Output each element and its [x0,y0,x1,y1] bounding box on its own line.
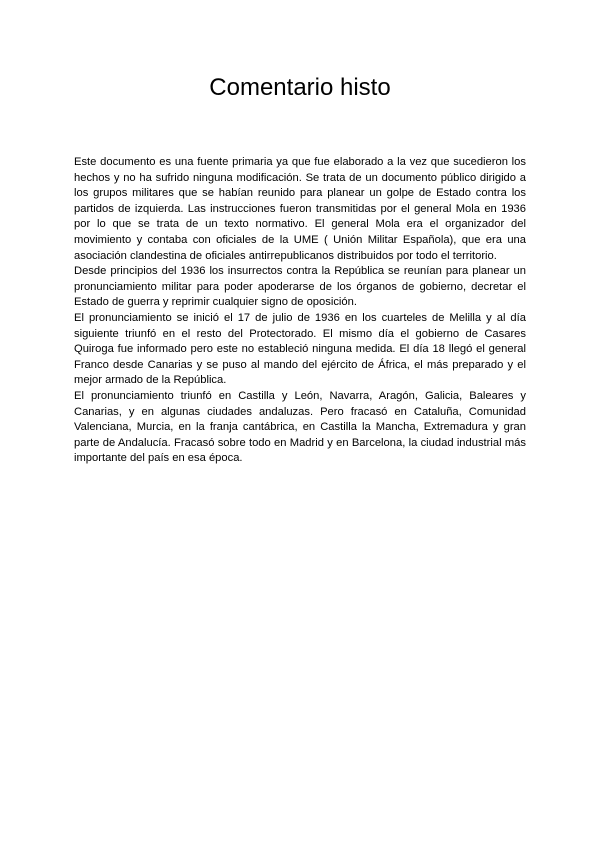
document-title: Comentario histo [209,74,391,101]
paragraph-3: El pronunciamiento se inició el 17 de julio de 1936 en los cuarteles de Melilla y al día siguiente triunfó en el resto del Protectorado. El mismo día el gobierno de Casares Quiroga fue informado pero este no estableció ninguna medida. El día 18 llegó el general Franco desde Canarias y se puso al mando del ejército de África, el más preparado y el mejor armado de la República. [74,311,526,387]
paragraph-4: El pronunciamiento triunfó en Castilla y León, Navarra, Aragón, Galicia, Baleares y Canarias, y en algunas ciudades andaluzas. Pero fracasó en Cataluña, Comunidad Valenciana, Murcia, en la franja cantábrica, en Castilla la Mancha, Extremadura y gran parte de Andalucía. Fracasó sobre todo en Madrid y en Barcelona, la ciudad industrial más importante del país en esa época. [74,389,526,465]
paragraph-2: Desde principios del 1936 los insurrectos contra la República se reunían para planear un pronunciamiento militar para poder apoderarse de los órganos de gobierno, decretar el Estado de guerra y reprimir cualquier signo de oposición. [74,265,526,309]
paragraph-1: Este documento es una fuente primaria ya que fue elaborado a la vez que sucedieron los hechos y no ha sufrido ninguna modificación. Se trata de un documento público dirigido a los grupos militares que se habían reunido para planear un golpe de Estado contra los partidos de izquierda. Las instrucciones fueron transmitidas por el general Mola en 1936 por lo que se trata de un texto normativo. El general Mola era el organizador del movimiento y contaba con oficiales de la UME ( Unión Militar Española), que era una asociación clandestina de oficiales antirrepublicanos distribuidos por todo el territorio. [74,156,526,262]
document-body [74,155,526,467]
